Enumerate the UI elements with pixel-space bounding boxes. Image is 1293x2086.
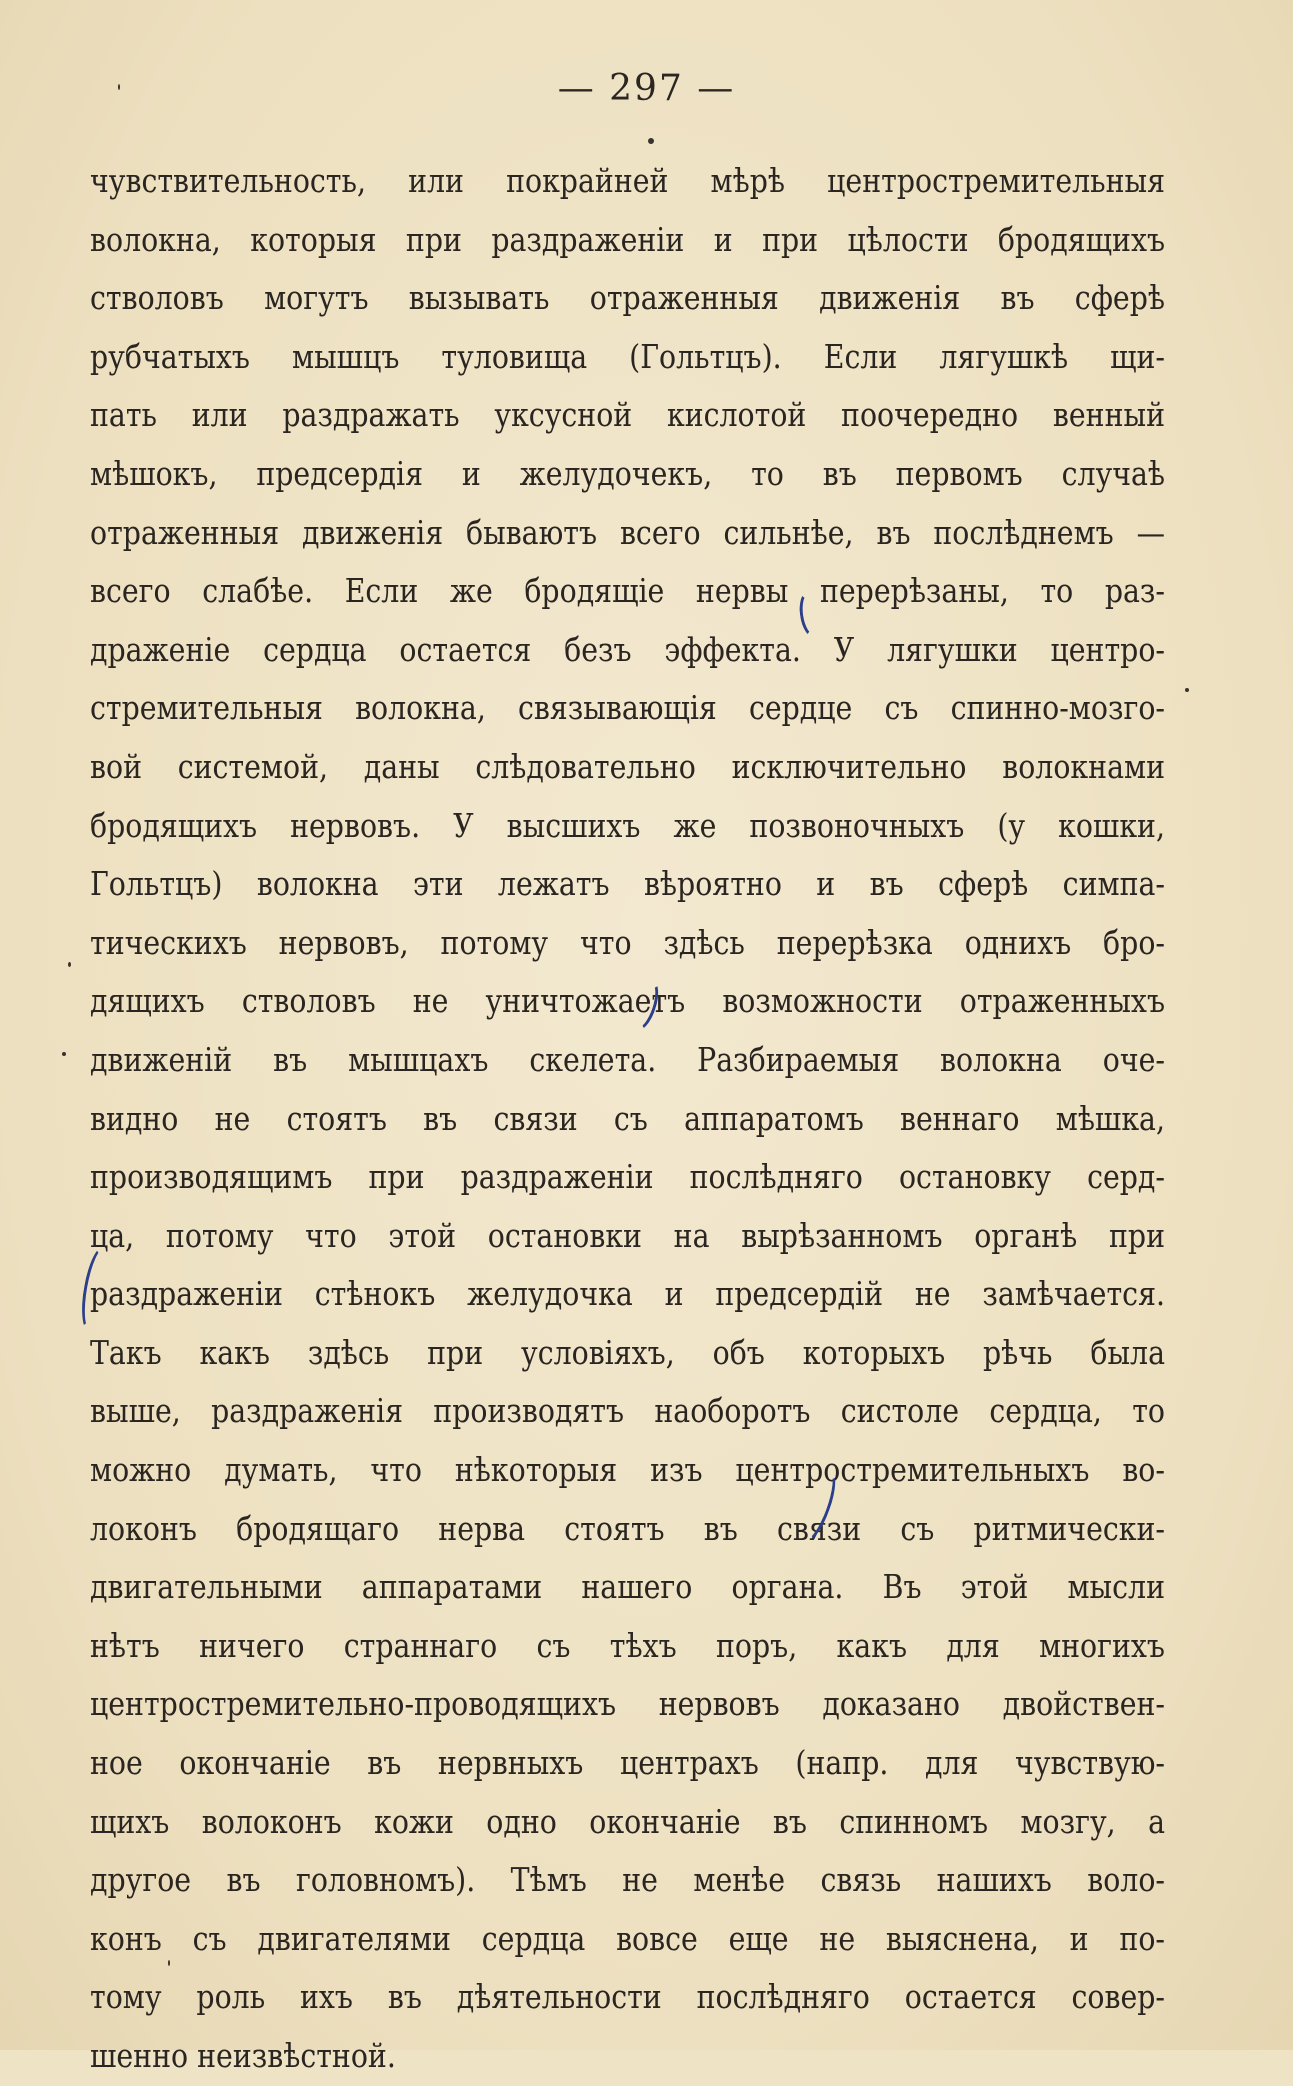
paper-speck [648,138,654,144]
text-line: бродящихъ нервовъ. У высшихъ же позвоночныхъ (у кошки, [90,805,1165,845]
text-line: ца, потому что этой остановки на вырѣзанномъ органѣ при [90,1215,1165,1255]
text-line: драженiе сердца остается безъ эффекта. У лягушки центро- [90,629,1165,669]
text-line: Гольтцъ) волокна эти лежатъ вѣроятно и въ сферѣ симпа- [90,864,1165,904]
text-line: двигательными аппаратами нашего органа. Въ этой мысли [90,1567,1165,1607]
text-line: выше, раздраженiя производятъ наоборотъ систоле сердца, то [90,1391,1165,1431]
text-line: всего слабѣе. Если же бродящiе нервы перерѣзаны, то раз- [90,571,1165,611]
text-line: видно не стоятъ въ связи съ аппаратомъ веннаго мѣшка, [90,1098,1165,1138]
text-line: стремительныя волокна, связывающiя сердце съ спинно-мозго- [90,688,1165,728]
text-line: раздраженiи стѣнокъ желудочка и предсердiй не замѣчается. [90,1274,1165,1314]
text-line: ное окончанiе въ нервныхъ центрахъ (напр. для чувствую- [90,1743,1165,1783]
paper-speck [168,1960,170,1966]
text-line: движенiй въ мышцахъ скелета. Разбираемыя волокна оче- [90,1039,1165,1079]
text-line: Такъ какъ здѣсь при условiяхъ, объ которыхъ рѣчь была [90,1332,1165,1372]
paper-speck [62,1052,66,1056]
text-line: конъ съ двигателями сердца вовсе еще не выяснена, и по- [90,1918,1165,1958]
text-line: другое въ головномъ). Тѣмъ не менѣе связь нашихъ воло- [90,1860,1165,1900]
text-line: производящимъ при раздраженiи послѣдняго остановку серд- [90,1157,1165,1197]
text-line: локонъ бродящаго нерва стоятъ въ связи съ ритмически- [90,1508,1165,1548]
text-line: шенно неизвѣстной. [90,2036,396,2075]
text-line: чувствительность, или покрайней мѣрѣ центростремительныя [90,161,1165,200]
text-line: стволовъ могутъ вызывать отраженныя движенiя въ сферѣ [90,278,1165,318]
text-line: можно думать, что нѣкоторыя изъ центростремительныхъ во- [90,1450,1165,1490]
text-line: нѣтъ ничего страннаго съ тѣхъ поръ, какъ для многихъ [90,1625,1165,1665]
text-line: волокна, которыя при раздраженiи и при цѣлости бродящихъ [90,219,1165,259]
paper-speck [68,962,71,967]
text-line: вой системой, даны слѣдовательно исключительно волокнами [90,746,1165,786]
text-line: тическихъ нервовъ, потому что здѣсь перерѣзка однихъ бро- [90,922,1165,962]
text-line: мѣшокъ, предсердiя и желудочекъ, то въ первомъ случаѣ [90,453,1165,493]
paper-speck [118,84,120,90]
text-line: тому роль ихъ въ дѣятельности послѣдняго остается совер- [90,1977,1165,2017]
text-line: отраженныя движенiя бываютъ всего сильнѣе, въ послѣднемъ — [90,512,1165,552]
text-line: щихъ волоконъ кожи одно окончанiе въ спинномъ мозгу, а [90,1801,1165,1841]
body-text [90,152,1165,2086]
text-line: рубчатыхъ мышцъ туловища (Гольтцъ). Если лягушкѣ щи- [90,336,1165,376]
page-number: — 297 — [557,68,736,109]
text-line: дящихъ стволовъ не уничтожаетъ возможности отраженныхъ [90,981,1165,1021]
text-line: центростремительно-проводящихъ нервовъ доказано двойствен- [90,1684,1165,1724]
text-line: пать или раздражать уксусной кислотой поочередно венный [90,395,1165,435]
paper-speck [1185,688,1189,692]
